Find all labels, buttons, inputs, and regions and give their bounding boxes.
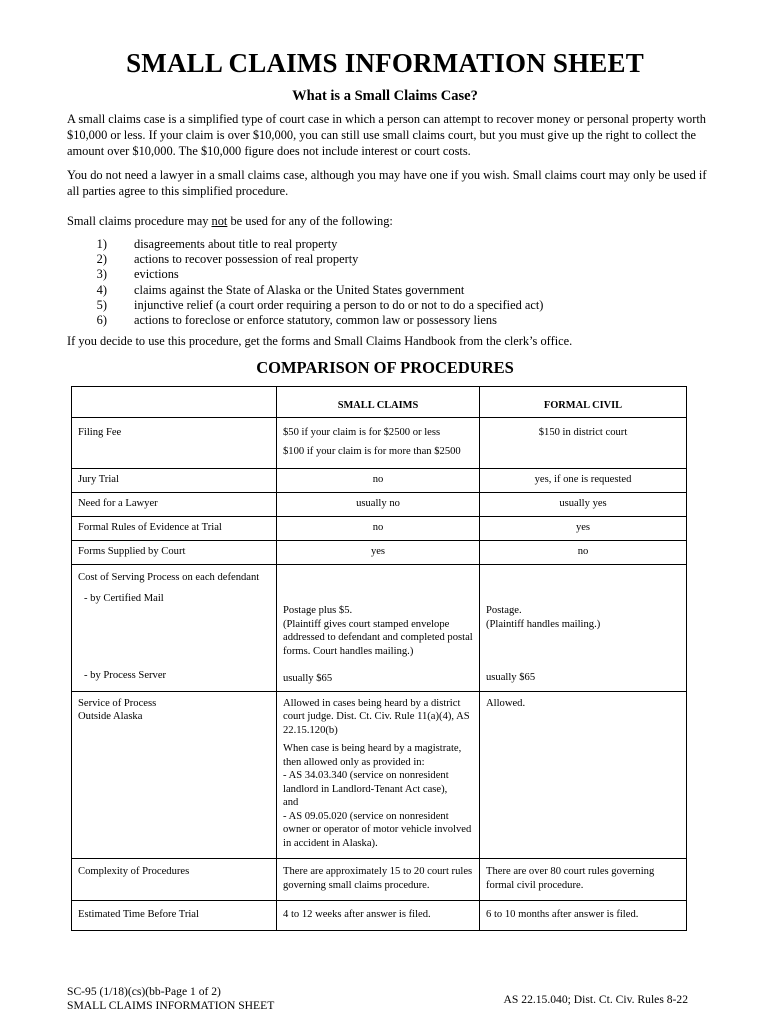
certified-mail-formal: Postage. (Plaintiff handles mailing.): [486, 605, 601, 630]
filing-fee-small-2: $100 if your claim is for more than $2500: [283, 445, 461, 457]
document-title: SMALL CLAIMS INFORMATION SHEET: [126, 48, 644, 78]
small-claims-cell: [277, 418, 480, 469]
formal-civil-cell: [480, 565, 687, 692]
table-row-cost-of-serving: [72, 565, 687, 692]
process-server-formal: usually $65: [486, 672, 536, 683]
formal-civil-cell: yes, if one is requested: [480, 469, 687, 493]
service-small-1: Allowed in cases being heard by a district court judge. Dist. Ct. Civ. Rule 11(a)(4), AS 22.15.120(b): [283, 697, 470, 736]
formal-civil-cell: yes: [480, 517, 687, 541]
small-claims-cell: no: [277, 517, 480, 541]
table-header-row: [72, 387, 687, 418]
list-number: 5): [96, 297, 107, 312]
table-row-complexity: [72, 859, 687, 901]
small-claims-cell: There are approximately 15 to 20 court rules governing small claims procedure.: [277, 859, 480, 901]
header-cell-blank: [72, 387, 277, 418]
list-number: 4): [96, 282, 107, 297]
forms-paragraph: If you decide to use this procedure, get the forms and Small Claims Handbook from the clerk’s office.: [67, 334, 573, 348]
row-label: Service of Process Outside Alaska: [72, 691, 277, 859]
header-formal-civil: FORMAL CIVIL: [480, 387, 687, 418]
row-label: Forms Supplied by Court: [72, 541, 277, 565]
table-row-jury: [72, 469, 687, 493]
list-text: evictions: [134, 267, 179, 282]
section-heading-what-is: What is a Small Claims Case?: [292, 88, 478, 104]
comparison-table: [71, 386, 687, 931]
list-number: 1): [96, 237, 107, 251]
exclusions-intro-emphasis: not: [211, 214, 228, 228]
list-number: 6): [96, 312, 107, 327]
row-label: Jury Trial: [72, 469, 277, 493]
formal-civil-cell: no: [480, 541, 687, 565]
certified-mail-label: - by Certified Mail: [84, 592, 164, 604]
list-item: [67, 283, 707, 298]
certified-mail-small: Postage plus $5. (Plaintiff gives court stamped envelope addressed to defendant and completed postal forms. Court handles mailing.): [283, 605, 473, 657]
header-small-claims: SMALL CLAIMS: [277, 387, 480, 418]
footer-left: [67, 985, 274, 1013]
formal-civil-cell: usually yes: [480, 493, 687, 517]
row-label: Complexity of Procedures: [72, 859, 277, 901]
formal-civil-cell: Allowed.: [480, 691, 687, 859]
formal-civil-cell: $150 in district court: [480, 418, 687, 469]
process-server-label: - by Process Server: [84, 670, 167, 681]
list-text: actions to recover possession of real property: [134, 252, 359, 267]
exclusions-intro-before: Small claims procedure may: [67, 214, 212, 228]
row-label: [72, 565, 277, 692]
row-label: Need for a Lawyer: [72, 493, 277, 517]
table-row-filing-fee: [72, 418, 687, 469]
table-row-time: [72, 901, 687, 931]
list-item: [67, 252, 707, 267]
list-text: claims against the State of Alaska or the United States government: [134, 282, 465, 297]
list-number: 2): [96, 252, 107, 267]
list-item: [67, 313, 707, 328]
list-item: [67, 298, 707, 313]
formal-civil-cell: There are over 80 court rules governing formal civil procedure.: [480, 859, 687, 901]
table-row-forms: [72, 541, 687, 565]
table-row-service-outside: [72, 691, 687, 859]
lawyer-paragraph: You do not need a lawyer in a small claims case, although you may have one if you wish. Small claims court may only be used if all parties agree to this simplified procedure.: [67, 168, 707, 198]
row-label: Formal Rules of Evidence at Trial: [72, 517, 277, 541]
exclusions-intro: [67, 213, 707, 229]
process-server-small: usually $65: [283, 673, 333, 684]
intro-paragraph: A small claims case is a simplified type of court case in which a person can attempt to recover money or personal property worth $10,000 or less. If your claim is over $10,000, you can still use small claims court, but you must give up the right to collect the amount over $10,000. The $10,000 figure does not include interest or court costs.: [67, 112, 706, 158]
exclusions-list: [67, 237, 707, 328]
service-small-2: When case is being heard by a magistrate, then allowed only as provided in: - AS 34.03.340 (service on nonresident landlord in Landlord-Tenant Act case), and - AS 09.05.020 (service on nonresident owner or operator of motor vehicle involved in accident in Alaska).: [283, 743, 472, 849]
list-text: disagreements about title to real property: [134, 237, 338, 251]
comparison-heading: COMPARISON OF PROCEDURES: [256, 358, 514, 377]
small-claims-cell: [277, 691, 480, 859]
exclusions-intro-after: be used for any of the following:: [227, 214, 393, 228]
small-claims-cell: yes: [277, 541, 480, 565]
row-label: Filing Fee: [72, 418, 277, 469]
list-number: 3): [96, 267, 107, 282]
small-claims-cell: [277, 565, 480, 692]
form-code: SC-95 (1/18)(cs)(bb-Page 1 of 2): [67, 985, 221, 998]
cost-label: Cost of Serving Process on each defendant: [78, 572, 260, 583]
row-label: Estimated Time Before Trial: [72, 901, 277, 931]
small-claims-cell: usually no: [277, 493, 480, 517]
footer-statute: AS 22.15.040; Dist. Ct. Civ. Rules 8-22: [503, 993, 688, 1006]
small-claims-cell: no: [277, 469, 480, 493]
table-row-lawyer: [72, 493, 687, 517]
table-row-evidence: [72, 517, 687, 541]
formal-civil-cell: 6 to 10 months after answer is filed.: [480, 901, 687, 931]
filing-fee-small-1: $50 if your claim is for $2500 or less: [283, 427, 441, 438]
list-text: actions to foreclose or enforce statutory, common law or possessory liens: [134, 312, 497, 327]
list-text: injunctive relief (a court order requiring a person to do or not to do a specified act): [134, 297, 544, 312]
list-item: [67, 267, 707, 282]
small-claims-cell: 4 to 12 weeks after answer is filed.: [277, 901, 480, 931]
form-title: SMALL CLAIMS INFORMATION SHEET: [67, 999, 275, 1012]
list-item: [67, 237, 707, 252]
